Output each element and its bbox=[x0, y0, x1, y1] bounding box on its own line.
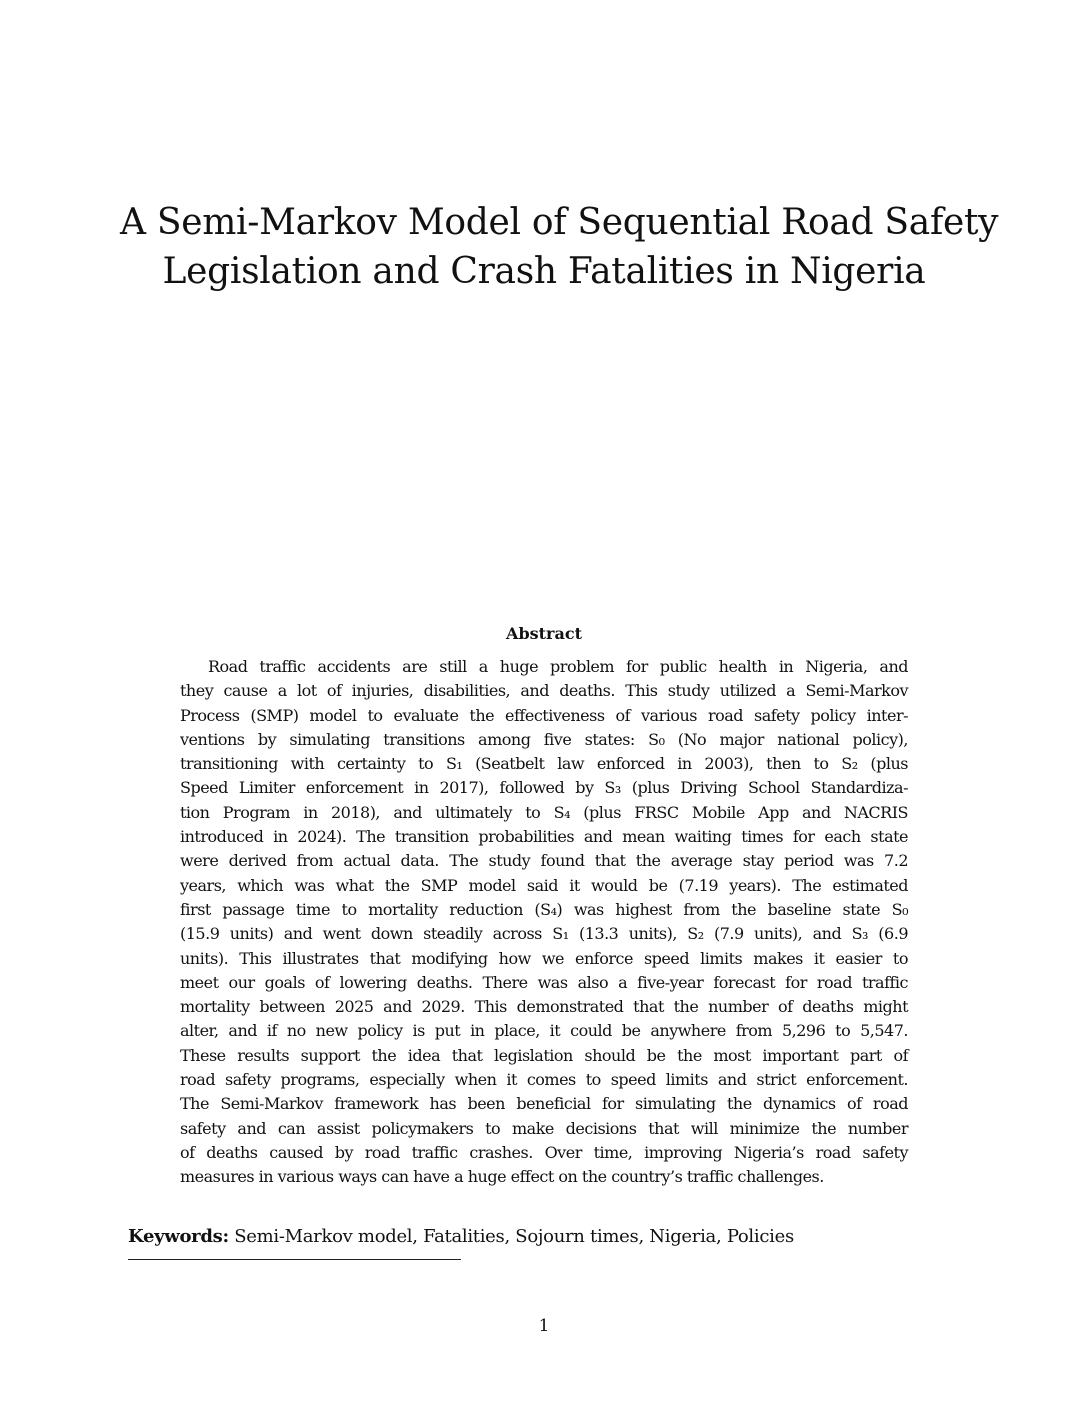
abstract-line: first passage time to mortality reduction (S₄) was highest from the baseline state S₀ bbox=[180, 899, 908, 919]
abstract-line: (15.9 units) and went down steadily across S₁ (13.3 units), S₂ (7.9 units), and S₃ (6.9 bbox=[180, 924, 908, 944]
abstract-line: road safety programs, especially when it comes to speed limits and strict enforcement. bbox=[180, 1070, 908, 1090]
abstract-heading: Abstract bbox=[506, 624, 582, 643]
page-number: 1 bbox=[538, 1316, 550, 1336]
abstract-line: Road traffic accidents are still a huge problem for public health in Nigeria, and bbox=[208, 657, 908, 676]
abstract-line: they cause a lot of injuries, disabilities, and deaths. This study utilized a Semi-Markov bbox=[180, 681, 908, 701]
title-line-1: A Semi-Markov Model of Sequential Road Safety bbox=[120, 202, 999, 243]
abstract-line: units). This illustrates that modifying how we enforce speed limits makes it easier to bbox=[180, 948, 908, 968]
abstract-line: measures in various ways can have a huge effect on the country’s traffic challenges. bbox=[180, 1167, 824, 1187]
abstract-line: These results support the idea that legislation should be the most important part of bbox=[180, 1045, 908, 1065]
abstract-line: alter, and if no new policy is put in place, it could be anywhere from 5,296 to 5,547. bbox=[180, 1021, 908, 1041]
keywords-label: Keywords: bbox=[128, 1226, 229, 1247]
footnote-divider bbox=[128, 1259, 461, 1260]
abstract-line: of deaths caused by road traffic crashes. Over time, improving Nigeria’s road safety bbox=[180, 1142, 908, 1162]
abstract-line: years, which was what the SMP model said it would be (7.19 years). The estimated bbox=[180, 875, 908, 895]
abstract-line: tion Program in 2018), and ultimately to S₄ (plus FRSC Mobile App and NACRIS bbox=[180, 802, 908, 822]
abstract-line: introduced in 2024). The transition probabilities and mean waiting times for each state bbox=[180, 827, 908, 847]
paper-title bbox=[120, 198, 999, 296]
abstract-line: ventions by simulating transitions among five states: S₀ (No major national policy), bbox=[180, 729, 908, 749]
keywords-text: Semi-Markov model, Fatalities, Sojourn times, Nigeria, Policies bbox=[234, 1226, 794, 1247]
abstract-line: transitioning with certainty to S₁ (Seatbelt law enforced in 2003), then to S₂ (plus bbox=[180, 754, 908, 774]
abstract-line: meet our goals of lowering deaths. There was also a five-year forecast for road traffic bbox=[180, 972, 908, 992]
abstract-line: mortality between 2025 and 2029. This demonstrated that the number of deaths might bbox=[180, 997, 908, 1017]
abstract-line: safety and can assist policymakers to make decisions that will minimize the number bbox=[180, 1118, 908, 1138]
abstract-line: The Semi-Markov framework has been beneficial for simulating the dynamics of road bbox=[180, 1094, 908, 1114]
abstract-line: were derived from actual data. The study found that the average stay period was 7.2 bbox=[180, 851, 908, 871]
abstract-line: Process (SMP) model to evaluate the effectiveness of various road safety policy inter- bbox=[180, 705, 908, 725]
keywords bbox=[128, 1226, 794, 1247]
title-line-2: Legislation and Crash Fatalities in Nigeria bbox=[162, 251, 926, 292]
abstract-line: Speed Limiter enforcement in 2017), followed by S₃ (plus Driving School Standardiza- bbox=[180, 778, 908, 798]
abstract-body bbox=[180, 655, 908, 1190]
